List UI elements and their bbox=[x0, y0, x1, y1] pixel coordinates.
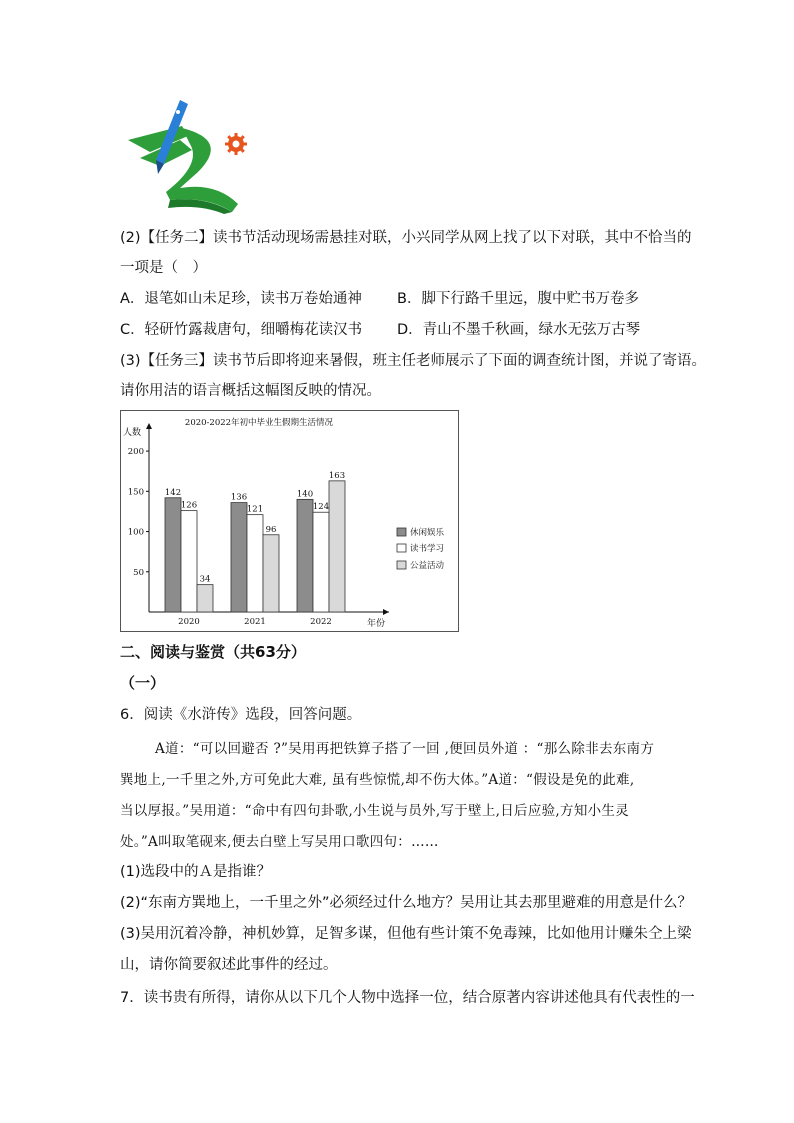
question-7: 7．读书贵有所得，请你从以下几个人物中选择一位，结合原著内容讲述他具有代表性的一 bbox=[120, 990, 695, 1006]
legend-label: 休闲娱乐 bbox=[410, 528, 445, 538]
bar-value-label: 163 bbox=[328, 470, 346, 481]
bar bbox=[197, 585, 213, 612]
bar-value-label: 140 bbox=[296, 489, 314, 500]
question-6: 6．阅读《水浒传》选段，回答问题。 bbox=[120, 707, 362, 723]
sub-question-3-line1: (3)吴用沉着冷静，神机妙算，足智多谋，但他有些计策不免毒辣，比如他用计赚朱仝上梁 bbox=[120, 926, 692, 942]
y-tick-label: 100 bbox=[127, 527, 144, 538]
section2-heading: 二、阅读与鉴赏（共63分） bbox=[120, 643, 306, 661]
option-c: C．轻研竹露裁唐句，细嚼梅花读汉书 bbox=[120, 322, 363, 338]
bar bbox=[231, 503, 247, 612]
passage-line2: 巽地上,一千里之外,方可免此大难, 虽有些惊慌,却不伤大体。”A道：“假设是免的此难, bbox=[120, 772, 635, 788]
chart-ylabel: 人数 bbox=[123, 428, 142, 438]
bar-value-label: 136 bbox=[230, 492, 248, 503]
bar-value-label: 96 bbox=[265, 524, 277, 535]
task3-stem-line2: 请你用洁的语言概括这幅图反映的情况。 bbox=[120, 383, 381, 399]
x-axis-arrow bbox=[383, 609, 389, 615]
task2-stem-line1: (2)【任务二】读书节活动现场需悬挂对联，小兴同学从网上找了以下对联，其中不恰当的 bbox=[120, 230, 692, 246]
option-b: B．脚下行路千里远，腹中贮书万卷多 bbox=[397, 291, 639, 307]
task3-stem-line1: (3)【任务三】读书节后即将迎来暑假，班主任老师展示了下面的调查统计图，并说了寄语。 bbox=[120, 353, 707, 369]
option-d: D．青山不墨千秋画，绿水无弦万古琴 bbox=[397, 322, 641, 338]
sub-question-3-line2: 山，请你简要叙述此事件的经过。 bbox=[120, 957, 338, 973]
option-a: A．退笔如山未足珍，读书万卷始通神 bbox=[120, 291, 362, 307]
y-axis-arrow bbox=[146, 423, 152, 429]
passage-line3: 当以厚报。”吴用道：“命中有四句卦歌,小生说与员外,写于壁上,日后应验,方知小生灵 bbox=[120, 803, 630, 819]
x-tick-label: 2021 bbox=[244, 617, 266, 627]
bar-value-label: 121 bbox=[246, 504, 264, 515]
task2-stem-line2: 一项是（ ） bbox=[120, 260, 207, 276]
chart-title: 2020-2022年初中毕业生假期生活情况 bbox=[184, 418, 334, 428]
y-tick-label: 50 bbox=[133, 567, 144, 578]
sub-question-2: (2)“东南方巽地上，一千里之外”必须经过什么地方？吴用让其去那里避难的用意是什么？ bbox=[120, 895, 693, 911]
x-tick-label: 2020 bbox=[178, 617, 200, 627]
sub-question-1: (1)选段中的Ａ是指谁？ bbox=[120, 864, 272, 880]
passage-line4: 处。”A叫取笔砚来,便去白壁上写吴用口歌四句：…… bbox=[120, 834, 439, 850]
survey-bar-chart bbox=[120, 410, 459, 632]
legend-swatch bbox=[397, 528, 406, 536]
y-tick-label: 150 bbox=[127, 487, 144, 498]
legend-label: 读书学习 bbox=[410, 544, 445, 554]
bar-value-label: 124 bbox=[312, 502, 330, 513]
bar bbox=[297, 499, 313, 612]
section2-part: （一） bbox=[120, 674, 166, 692]
bar-value-label: 34 bbox=[199, 574, 211, 585]
x-tick-label: 2022 bbox=[310, 617, 332, 627]
bar bbox=[329, 481, 345, 612]
bar bbox=[165, 498, 181, 612]
bar bbox=[263, 535, 279, 612]
legend-swatch bbox=[397, 561, 406, 569]
bar-value-label: 142 bbox=[164, 487, 182, 498]
legend-label: 公益活动 bbox=[410, 561, 445, 571]
y-tick-label: 200 bbox=[127, 447, 144, 458]
bar bbox=[181, 511, 197, 612]
legend-swatch bbox=[397, 544, 406, 552]
chart-xlabel: 年份 bbox=[367, 619, 386, 629]
passage-line1: A道：“可以回避否 ?”吴用再把铁算子搭了一回 ,便回员外道 ：“那么除非去东南方 bbox=[155, 741, 655, 757]
bar bbox=[313, 512, 329, 612]
bar bbox=[247, 515, 263, 612]
bar-value-label: 126 bbox=[180, 500, 198, 511]
pen-road-logo-icon bbox=[120, 100, 255, 215]
